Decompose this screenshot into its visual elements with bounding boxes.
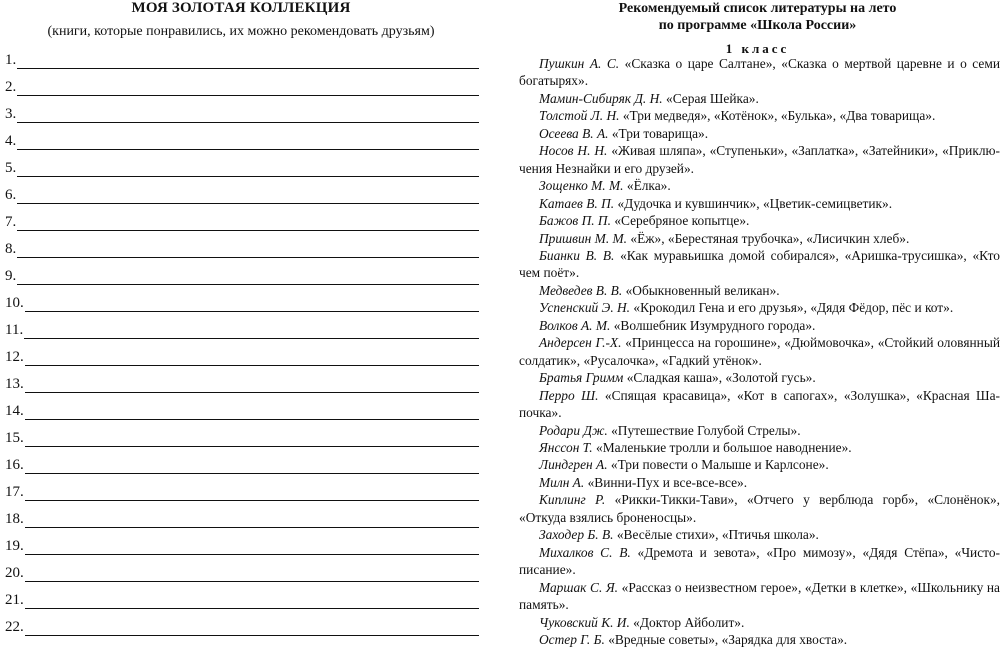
write-in-line[interactable] (17, 215, 479, 231)
author-name: Медведев В. В. (539, 282, 623, 298)
line-number: 9. (5, 268, 17, 284)
book-entry (519, 422, 1000, 439)
book-entry (519, 107, 1000, 124)
author-name: Родари Дж. (539, 422, 608, 438)
works-list: «Как муравьишка домой собирался», «Аришка-трусишка», «Кто чем поёт». (519, 247, 1000, 281)
book-entry (519, 579, 1000, 614)
author-name: Остер Г. Б. (539, 631, 605, 647)
collection-subtitle: (книги, которые понравились, их можно рекомендовать друзьям) (47, 24, 435, 39)
works-list: «Дудочка и кувшинчик», «Цветик-семицветик». (617, 195, 893, 211)
book-entry (519, 90, 1000, 107)
works-list: «Дремота и зевота», «Про мимозу», «Дядя Стёпа», «Чистописание». (519, 544, 1000, 578)
write-in-line[interactable] (25, 593, 479, 609)
works-list: «Рикки-Тикки-Тави», «Отчего у верблюда горб», «Слонёнок», «Откуда взялись броненосцы». (519, 492, 1000, 525)
line-number: 7. (5, 214, 17, 230)
reading-list-panel (515, 0, 1000, 647)
works-list: «Сладкая каша», «Золотой гусь». (626, 370, 816, 386)
write-in-line[interactable] (17, 269, 479, 285)
author-name: Зощенко М. М. (539, 178, 624, 194)
book-entry (519, 142, 1000, 177)
book-entry (519, 544, 1000, 579)
author-name: Янссон Т. (539, 439, 593, 455)
line-number: 21. (5, 592, 24, 608)
works-list: «Весёлые стихи», «Птичья школа». (616, 527, 819, 543)
write-in-line[interactable] (17, 161, 479, 177)
collection-line[interactable] (5, 313, 479, 339)
book-list (519, 55, 1000, 648)
line-number: 6. (5, 187, 17, 203)
collection-line[interactable] (5, 259, 479, 285)
write-in-line[interactable] (17, 242, 479, 258)
line-number: 16. (5, 457, 24, 473)
write-in-line[interactable] (25, 458, 479, 474)
book-entry (519, 369, 1000, 386)
collection-line[interactable] (5, 394, 479, 420)
collection-title: МОЯ ЗОЛОТАЯ КОЛЛЕКЦИЯ (131, 0, 351, 16)
collection-line[interactable] (5, 70, 479, 96)
works-list: «Серебряное копытце». (614, 213, 750, 229)
line-number: 12. (5, 349, 24, 365)
line-number: 18. (5, 511, 24, 527)
author-name: Михалков С. В. (539, 544, 631, 560)
author-name: Толстой Л. Н. (539, 108, 620, 124)
book-entry (519, 526, 1000, 543)
collection-line[interactable] (5, 475, 479, 501)
works-list: «Принцесса на горошине», «Дюймовочка», «Стойкий оловянный солдатик», «Русалочка», «Гадкий утёнок». (519, 335, 1000, 368)
collection-line[interactable] (5, 43, 479, 69)
author-name: Успенский Э. Н. (539, 300, 631, 316)
line-number: 17. (5, 484, 24, 500)
line-number: 20. (5, 565, 24, 581)
line-number: 13. (5, 376, 24, 392)
works-list: «Ёлка». (626, 178, 671, 194)
book-entry (519, 614, 1000, 631)
line-number: 14. (5, 403, 24, 419)
book-entry (519, 491, 1000, 526)
write-in-line[interactable] (25, 485, 479, 501)
author-name: Андерсен Г.-Х. (539, 335, 622, 351)
book-entry (519, 282, 1000, 299)
author-name: Мамин-Сибиряк Д. Н. (539, 90, 663, 106)
collection-line[interactable] (5, 502, 479, 528)
write-in-line[interactable] (17, 134, 479, 150)
author-name: Бианки В. В. (539, 247, 615, 263)
book-entry (519, 387, 1000, 422)
works-list: «Винни-Пух и все-все-все». (587, 474, 748, 490)
reading-list-title-line2: по программе «Школа России» (658, 18, 857, 33)
line-number: 19. (5, 538, 24, 554)
line-number: 3. (5, 106, 17, 122)
author-name: Линдгрен А. (539, 457, 608, 473)
works-list: «Путешествие Голубой Стрелы». (611, 422, 801, 438)
class-heading: 1 класс (725, 41, 790, 56)
collection-line[interactable] (5, 448, 479, 474)
works-list: «Волшебник Изумрудного города». (613, 317, 816, 333)
golden-collection-panel (0, 0, 482, 636)
book-entry (519, 230, 1000, 247)
works-list: «Ёж», «Берестяная трубочка», «Лисичкин хлеб». (630, 230, 910, 246)
write-in-line[interactable] (25, 404, 479, 420)
author-name: Милн А. (539, 474, 585, 490)
book-entry (519, 195, 1000, 212)
works-list: «Три повести о Малыше и Карлсоне». (610, 457, 829, 473)
author-name: Киплинг Р. (539, 492, 606, 508)
book-entry (519, 474, 1000, 491)
line-number: 5. (5, 160, 17, 176)
author-name: Пришвин М. М. (539, 230, 628, 246)
write-in-line[interactable] (17, 80, 479, 96)
works-list: «Три товарища». (611, 125, 709, 141)
collection-line[interactable] (5, 583, 479, 609)
book-entry (519, 177, 1000, 194)
author-name: Носов Н. Н. (539, 143, 608, 159)
collection-line[interactable] (5, 367, 479, 393)
works-list: «Сказка о царе Салтане», «Сказка о мертвой царевне и о семи богатырях». (519, 56, 1000, 89)
author-name: Чуковский К. И. (539, 614, 630, 630)
author-name: Братья Гримм (539, 370, 624, 386)
author-name: Заходер Б. В. (539, 527, 614, 543)
collection-line[interactable] (5, 421, 479, 447)
line-number: 11. (5, 322, 24, 338)
author-name: Бажов П. П. (539, 213, 611, 229)
reading-list-title-line1: Рекомендуемый список литературы на лето (618, 1, 897, 16)
collection-line[interactable] (5, 205, 479, 231)
author-name: Перро Ш. (539, 387, 599, 403)
works-list: «Рассказ о неизвестном герое», «Детки в клетке», «Школьнику на память». (519, 579, 1000, 613)
line-number: 10. (5, 295, 24, 311)
works-list: «Три медведя», «Котёнок», «Булька», «Два товарища». (622, 108, 936, 124)
book-entry (519, 55, 1000, 90)
collection-line[interactable] (5, 97, 479, 123)
write-in-line[interactable] (25, 377, 479, 393)
write-in-line[interactable] (25, 431, 479, 447)
works-list: «Живая шляпа», «Ступеньки», «Заплатка», «Затейники», «Приключения Незнайки и его друзей». (519, 143, 1000, 176)
reading-list-title (515, 0, 1000, 34)
collection-line[interactable] (5, 124, 479, 150)
line-number: 1. (5, 52, 17, 68)
author-name: Волков А. М. (539, 317, 611, 333)
write-in-line[interactable] (25, 620, 479, 636)
line-number: 4. (5, 133, 17, 149)
works-list: «Спящая красавица», «Кот в сапогах», «Золушка», «Красная Шапочка». (519, 387, 1000, 421)
author-name: Маршак С. Я. (539, 579, 619, 595)
book-entry (519, 631, 1000, 648)
write-in-line[interactable] (24, 323, 479, 339)
collection-line[interactable] (5, 286, 479, 312)
write-in-line[interactable] (25, 296, 479, 312)
line-number: 8. (5, 241, 17, 257)
line-number: 15. (5, 430, 24, 446)
write-in-line[interactable] (25, 566, 479, 582)
collection-line[interactable] (5, 340, 479, 366)
write-in-line[interactable] (25, 350, 479, 366)
author-name: Осеева В. А. (539, 125, 609, 141)
book-entry (519, 125, 1000, 142)
works-list: «Доктор Айболит». (633, 614, 745, 630)
collection-line[interactable] (5, 529, 479, 555)
write-in-line[interactable] (25, 539, 479, 555)
write-in-line[interactable] (17, 107, 479, 123)
line-number: 2. (5, 79, 17, 95)
collection-line[interactable] (5, 556, 479, 582)
line-number: 22. (5, 619, 24, 635)
write-in-line[interactable] (17, 188, 479, 204)
book-entry (519, 317, 1000, 334)
book-entry (519, 456, 1000, 473)
works-list: «Обыкновенный великан». (625, 282, 780, 298)
book-entry (519, 247, 1000, 282)
works-list: «Вредные советы», «Зарядка для хвоста». (608, 631, 848, 647)
works-list: «Серая Шейка». (666, 90, 759, 106)
author-name: Катаев В. П. (539, 195, 615, 211)
works-list: «Крокодил Гена и его друзья», «Дядя Фёдор, пёс и кот». (633, 300, 954, 316)
write-in-line[interactable] (17, 53, 479, 69)
collection-line[interactable] (5, 232, 479, 258)
collection-line[interactable] (5, 151, 479, 177)
author-name: Пушкин А. С. (539, 56, 620, 71)
collection-line[interactable] (5, 610, 479, 636)
book-entry (519, 439, 1000, 456)
book-entry (519, 299, 1000, 316)
collection-line[interactable] (5, 178, 479, 204)
book-entry (519, 212, 1000, 229)
works-list: «Маленькие тролли и большое наводнение». (596, 439, 852, 455)
write-in-line[interactable] (25, 512, 479, 528)
book-entry (519, 334, 1000, 369)
